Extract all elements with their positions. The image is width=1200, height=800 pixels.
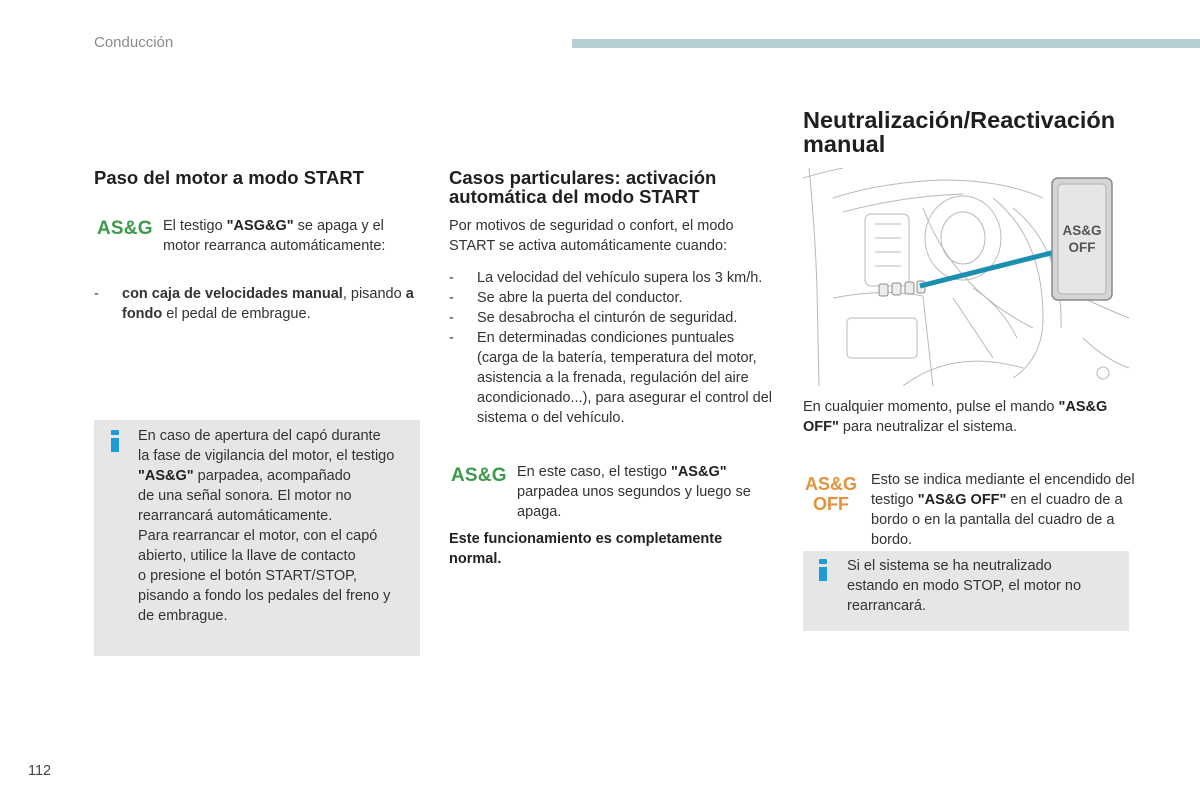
asg-indicator-icon: AS&G — [451, 465, 507, 486]
col3-text: En cualquier momento, pulse el mando "AS&G OFF" para neutralizar el sistema. — [803, 399, 1108, 435]
info-text: En caso de apertura del capó durante la fase de vigilancia del motor, el testigo "AS&G" parpadea, acompañado de una señal sonora. El motor no rearrancará automáticamente. Para rearrancar el motor, con el capó abierto, utilice la llave de contacto o presione el botón START/STOP, pisando a fondo los pedales del freno y de embrague. — [138, 428, 395, 624]
col2-note: Este funcionamiento es completamente normal. — [449, 531, 723, 567]
section-title: Conducción — [94, 34, 174, 51]
dashboard-illustration — [803, 168, 1129, 386]
col1-list-item: - con caja de velocidades manual, pisando a fondo el pedal de embrague. — [94, 286, 414, 322]
dashboard-drawing — [803, 168, 1129, 386]
col1-indicator-text: El testigo "ASG&G" se apaga y el motor rearranca automáticamente: — [163, 218, 386, 254]
info-box-stop — [803, 551, 1129, 631]
col2-indicator-text: En este caso, el testigo "AS&G" parpadea unos segundos y luego se apaga. — [517, 464, 751, 520]
page-number: 112 — [28, 763, 52, 779]
info-icon — [111, 430, 120, 452]
list-item: - Se desabrocha el cinturón de seguridad. — [449, 310, 738, 326]
list-item: - La velocidad del vehículo supera los 3 km/h. — [449, 270, 763, 286]
info-box-hood — [94, 420, 420, 656]
asg-off-indicator-icon: AS&G OFF — [804, 474, 857, 514]
col2-list — [449, 268, 779, 428]
list-item: - En determinadas condiciones puntuales (carga de la batería, temperatura del motor, asistencia a la frenada, regulación del aire acondicionado...), para asegurar el control del sistema o del vehículo. — [449, 330, 773, 426]
list-item: - Se abre la puerta del conductor. — [449, 290, 683, 306]
col2-title: Casos particulares: activación automática del modo START — [449, 167, 717, 207]
info-icon — [819, 559, 828, 581]
header-bar — [572, 39, 1200, 48]
col3-title: Neutralización/Reactivación manual — [803, 107, 1116, 157]
col1-title: Paso del motor a modo START — [94, 167, 364, 188]
info-text: Si el sistema se ha neutralizado estando en modo STOP, el motor no rearrancará. — [847, 558, 1082, 614]
col2-intro: Por motivos de seguridad o confort, el modo START se activa automáticamente cuando: — [449, 218, 734, 254]
asg-off-button-label: AS&G OFF — [1062, 223, 1102, 255]
col3-indicator-text: Esto se indica mediante el encendido del testigo "AS&G OFF" en el cuadro de a bordo o en la pantalla del cuadro de a bordo. — [871, 472, 1135, 548]
asg-indicator-icon: AS&G — [97, 218, 153, 239]
